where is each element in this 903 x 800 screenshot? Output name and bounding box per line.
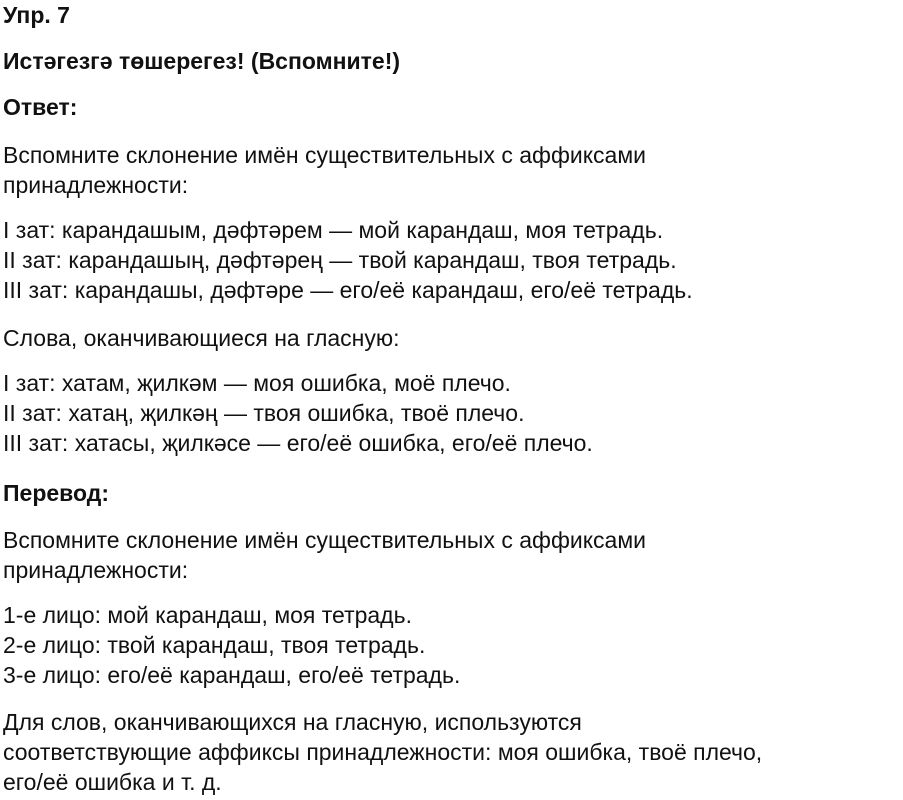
consonant-list	[3, 215, 883, 305]
translation-intro	[3, 525, 883, 585]
final-line: его/её ошибка и т. д.	[3, 769, 222, 795]
translation-heading: Перевод:	[3, 480, 110, 506]
vowel-list	[3, 368, 883, 458]
translation-intro-line: Вспомните склонение имён существительных с аффиксами	[3, 527, 647, 553]
answer-intro-line: Вспомните склонение имён существительных с аффиксами	[3, 142, 647, 168]
list-item: I зат: хатам, җилкәм — моя ошибка, моё плечо.	[3, 370, 511, 396]
list-item: 1-е лицо: мой карандаш, моя тетрадь.	[3, 602, 412, 628]
list-item: II зат: хатаң, җилкәң — твоя ошибка, твоё плечо.	[3, 400, 525, 426]
answer-intro-line: принадлежности:	[3, 172, 189, 198]
translation-final	[3, 707, 903, 797]
list-item: III зат: хатасы, җилкәсе — его/её ошибка, его/её плечо.	[3, 430, 593, 456]
answer-heading: Ответ:	[3, 94, 78, 120]
list-item: 2-е лицо: твой карандаш, твоя тетрадь.	[3, 632, 426, 658]
exercise-number: Упр. 7	[3, 2, 70, 28]
answer-intro	[3, 140, 883, 200]
person-list	[3, 600, 883, 690]
list-item: III зат: карандашы, дәфтәре — его/её карандаш, его/её тетрадь.	[3, 277, 693, 303]
list-item: I зат: карандашым, дәфтәрем — мой карандаш, моя тетрадь.	[3, 217, 664, 243]
final-line: соответствующие аффиксы принадлежности: моя ошибка, твоё плечо,	[3, 739, 763, 765]
exercise-instruction: Истәгезгә төшерегез! (Вспомните!)	[3, 48, 401, 74]
final-line: Для слов, оканчивающихся на гласную, используются	[3, 709, 582, 735]
list-item: 3-е лицо: его/её карандаш, его/её тетрадь.	[3, 662, 461, 688]
list-item: II зат: карандашың, дәфтәрең — твой карандаш, твоя тетрадь.	[3, 247, 677, 273]
vowel-heading: Слова, оканчивающиеся на гласную:	[3, 325, 400, 351]
translation-intro-line: принадлежности:	[3, 557, 189, 583]
